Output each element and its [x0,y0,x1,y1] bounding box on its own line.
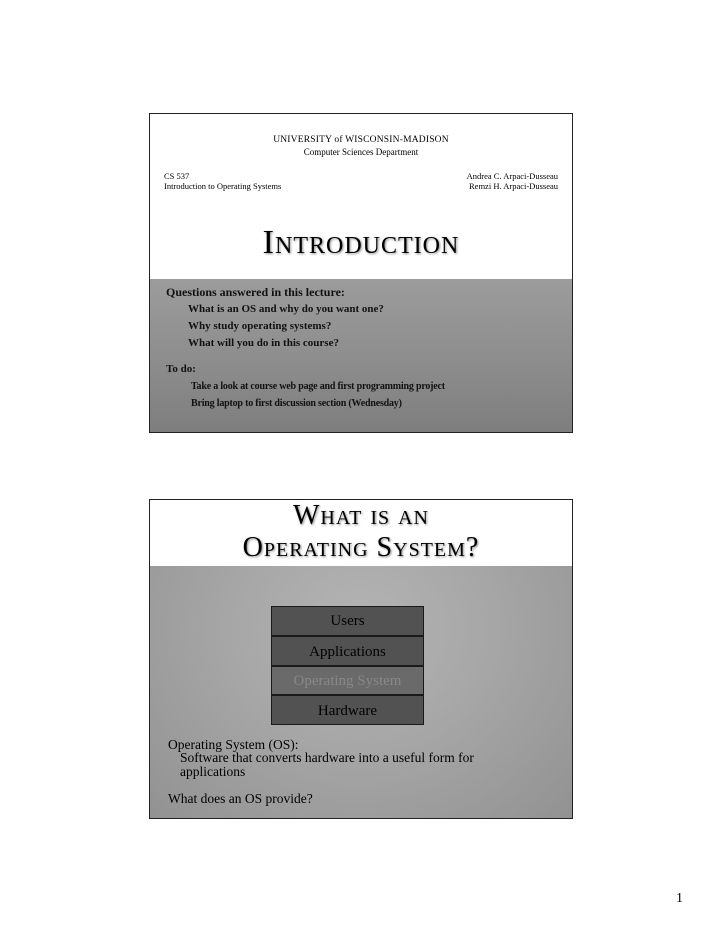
slide-what-is-os [149,499,573,819]
course-name: Introduction to Operating Systems [164,181,282,191]
course-code: CS 537 [164,171,190,181]
layer-applications: Applications [271,636,424,666]
question-item: What will you do in this course? [188,337,339,349]
slide-title: Introduction [262,224,460,261]
layer-hardware: Hardware [271,695,424,725]
department-name: Computer Sciences Department [303,147,419,157]
todo-item: Bring laptop to first discussion section (Wednesday) [191,398,402,409]
layer-users: Users [271,606,424,636]
question-item: Why study operating systems? [188,320,332,332]
slide-header [150,114,572,279]
os-definition-text: Software that converts hardware into a useful form for applications [180,750,474,779]
instructor-2: Remzi H. Arpaci-Dusseau [469,181,558,191]
slide-title-line2: Operating System? [242,532,480,563]
university-name: UNIVERSITY of WISCONSIN-MADISON [273,135,449,145]
page-number: 1 [676,891,683,906]
todo-heading: To do: [166,363,196,375]
question-item: What is an OS and why do you want one? [188,303,384,315]
os-question: What does an OS provide? [168,791,313,806]
slide-title-line1: What is an [293,500,429,531]
todo-item: Take a look at course web page and first programming project [191,381,445,392]
layer-operating-system: Operating System [271,666,424,695]
slide-body [150,279,572,432]
slide-introduction [149,113,573,433]
slide-header [150,500,572,566]
instructor-1: Andrea C. Arpaci-Dusseau [466,171,558,181]
slide-body [150,566,572,818]
questions-heading: Questions answered in this lecture: [166,285,345,299]
os-definition-label: Operating System (OS): [168,737,299,752]
